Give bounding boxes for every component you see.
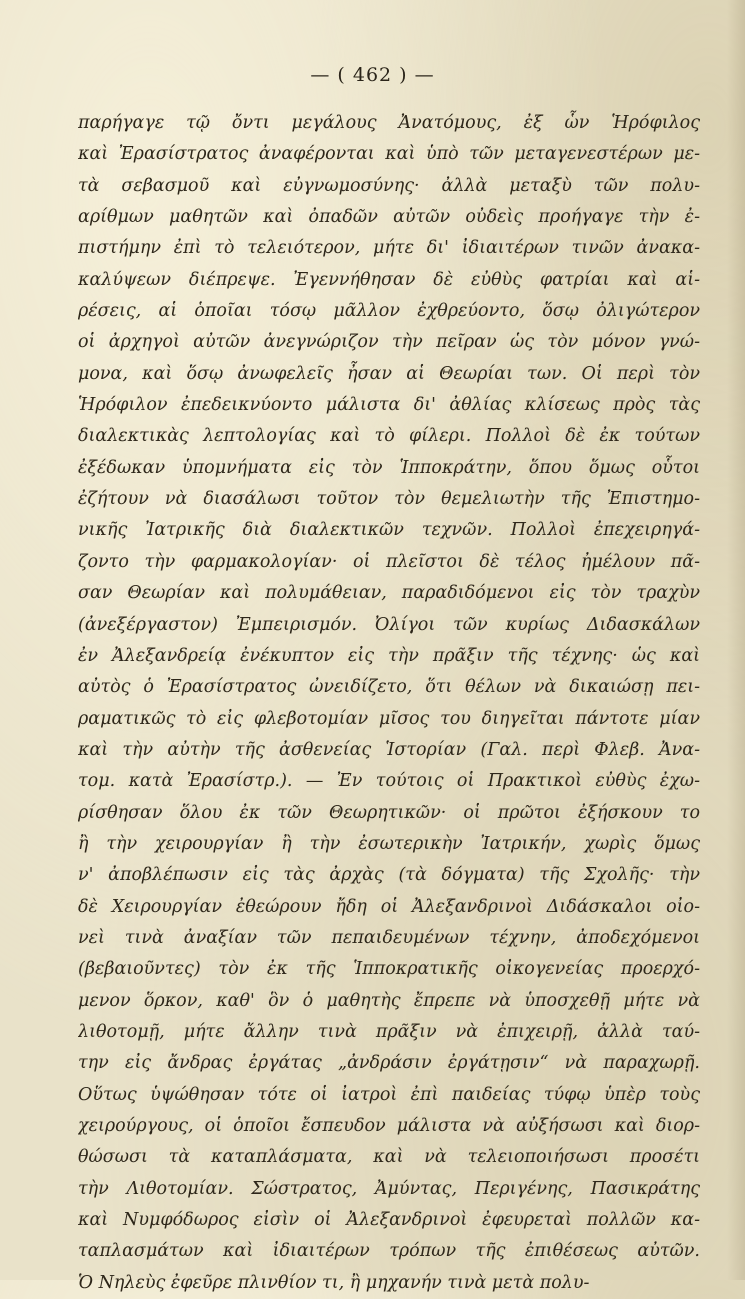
text-line-29: μενον ὅρκον, καθ' ὃν ὁ μαθητὴς ἔπρεπε νὰ ὑποσχεθῇ μήτε νὰ bbox=[78, 990, 700, 1011]
text-line-24: ἢ τὴν χειρουργίαν ἢ τὴν ἐσωτερικὴν Ἰατρικήν, χωρὶς ὅμως bbox=[78, 833, 700, 854]
text-line-13: ἐζήτουν νὰ διασάλωσι τοῦτον τὸν θεμελιωτὴν τῆς Ἐπιστημο- bbox=[78, 489, 700, 510]
text-line-37: ταπλασμάτων καὶ ἰδιαιτέρων τρόπων τῆς ἐπιθέσεως αὐτῶν. bbox=[78, 1241, 700, 1262]
text-line-19: αὐτὸς ὁ Ἐρασίστρατος ὠνειδίζετο, ὅτι θέλων νὰ δικαιώσῃ πει- bbox=[78, 677, 700, 698]
text-line-10: Ἡρόφιλον ἐπεδεικνύοντο μάλιστα δι' ἀθλίας κλίσεως πρὸς τὰς bbox=[78, 395, 700, 416]
text-line-23: ρίσθησαν ὅλου ἐκ τῶν Θεωρητικῶν· οἱ πρῶτοι ἐξήσκουν το bbox=[78, 802, 700, 823]
text-line-9: μονα, καὶ ὅσῳ ἀνωφελεῖς ἦσαν αἱ Θεωρίαι των. Οἱ περὶ τὸν bbox=[78, 363, 700, 384]
text-line-30: λιθοτομῇ, μήτε ἄλλην τινὰ πρᾶξιν νὰ ἐπιχειρῇ, ἀλλὰ ταύ- bbox=[78, 1021, 700, 1042]
text-line-15: ζοντο τὴν φαρμακολογίαν· οἱ πλεῖστοι δὲ τέλος ἠμέλουν πᾶ- bbox=[78, 551, 700, 572]
text-line-38: Ὁ Νηλεὺς ἐφεῦρε πλινθίον τι, ἢ μηχανήν τινὰ μετὰ πολυ- bbox=[78, 1272, 590, 1293]
text-line-7: ρέσεις, αἱ ὁποῖαι τόσῳ μᾶλλον ἐχθρεύοντο, ὅσῳ ὀλιγώτερον bbox=[78, 301, 700, 322]
text-line-16: σαν Θεωρίαν καὶ πολυμάθειαν, παραδιδόμενοι εἰς τὸν τραχὺν bbox=[78, 583, 700, 604]
body-text bbox=[78, 108, 700, 1299]
text-line-28: (βεβαιοῦντες) τὸν ἐκ τῆς Ἱπποκρατικῆς οἰκογενείας προερχό- bbox=[78, 959, 700, 980]
text-line-8: οἱ ἀρχηγοὶ αὐτῶν ἀνεγνώριζον τὴν πεῖραν ὡς τὸν μόνον γνώ- bbox=[78, 332, 700, 353]
text-line-11: διαλεκτικὰς λεπτολογίας καὶ τὸ φίλερι. Πολλοὶ δὲ ἐκ τούτων bbox=[78, 426, 700, 447]
text-line-21: καὶ τὴν αὐτὴν τῆς ἀσθενείας Ἱστορίαν (Γαλ. περὶ Φλεβ. Ἀνα- bbox=[78, 739, 700, 760]
text-line-1: παρήγαγε τῷ ὄντι μεγάλους Ἀνατόμους, ἐξ ὧν Ἡρόφιλος bbox=[78, 113, 700, 133]
text-line-22: τομ. κατὰ Ἐρασίστρ.). — Ἐν τούτοις οἱ Πρακτικοὶ εὐθὺς ἐχω- bbox=[78, 771, 700, 792]
text-line-27: νεὶ τινὰ ἀναξίαν τῶν πεπαιδευμένων τέχνην, ἀποδεχόμενοι bbox=[78, 927, 700, 948]
text-line-4: αρίθμων μαθητῶν καὶ ὀπαδῶν αὐτῶν οὐδεὶς προήγαγε τὴν ἐ- bbox=[78, 207, 700, 228]
text-line-18: ἐν Ἀλεξανδρείᾳ ἐνέκυπτον εἰς τὴν πρᾶξιν τῆς τέχνης· ὡς καὶ bbox=[78, 645, 700, 666]
text-line-26: δὲ Χειρουργίαν ἐθεώρουν ἤδη οἱ Ἀλεξανδρινοὶ Διδάσκαλοι οἰο- bbox=[78, 896, 700, 917]
text-line-33: χειρούργους, οἱ ὁποῖοι ἔσπευδον μάλιστα νὰ αὐξήσωσι καὶ διορ- bbox=[78, 1116, 700, 1136]
page-edge-shadow bbox=[727, 0, 745, 1280]
text-line-36: καὶ Νυμφόδωρος εἰσὶν οἱ Ἀλεξανδρινοὶ ἐφευρεταὶ πολλῶν κα- bbox=[78, 1210, 700, 1231]
text-line-14: νικῆς Ἰατρικῆς διὰ διαλεκτικῶν τεχνῶν. Πολλοὶ ἐπεχειρηγά- bbox=[78, 520, 700, 541]
text-line-34: θώσωσι τὰ καταπλάσματα, καὶ νὰ τελειοποιήσωσι προσέτι bbox=[78, 1147, 700, 1168]
text-line-20: ραματικῶς τὸ εἰς φλεβοτομίαν μῖσος του διηγεῖται πάντοτε μίαν bbox=[78, 708, 700, 729]
text-line-32: Οὕτως ὑψώθησαν τότε οἱ ἰατροὶ ἐπὶ παιδείας τύφῳ ὑπὲρ τοὺς bbox=[78, 1084, 700, 1105]
text-line-12: ἐξέδωκαν ὑπομνήματα εἰς τὸν Ἱπποκράτην, ὅπου ὅμως οὗτοι bbox=[78, 457, 700, 478]
text-line-35: τὴν Λιθοτομίαν. Σώστρατος, Ἀμύντας, Περιγένης, Πασικράτης bbox=[78, 1178, 700, 1199]
page-number: — ( 462 ) — bbox=[310, 64, 435, 86]
text-line-3: τὰ σεβασμοῦ καὶ εὐγνωμοσύνης· ἀλλὰ μεταξὺ τῶν πολυ- bbox=[78, 175, 700, 196]
text-line-25: ν' ἀποβλέπωσιν εἰς τὰς ἀρχὰς (τὰ δόγματα) τῆς Σχολῆς· τὴν bbox=[78, 865, 700, 886]
text-line-17: (ἀνεξέργαστον) Ἐμπειρισμόν. Ὀλίγοι τῶν κυρίως Διδασκάλων bbox=[78, 614, 700, 635]
text-line-2: καὶ Ἐρασίστρατος ἀναφέρονται καὶ ὑπὸ τῶν μεταγενεστέρων με- bbox=[78, 144, 700, 165]
text-line-6: καλύψεων διέπρεψε. Ἐγεννήθησαν δὲ εὐθὺς φατρίαι καὶ αἱ- bbox=[78, 269, 700, 290]
text-line-31: την εἰς ἄνδρας ἐργάτας „ἀνδράσιν ἐργάτῃσιν“ νὰ παραχωρῇ. bbox=[78, 1053, 700, 1074]
text-line-5: πιστήμην ἐπὶ τὸ τελειότερον, μήτε δι' ἰδιαιτέρων τινῶν ἀνακα- bbox=[78, 238, 700, 259]
